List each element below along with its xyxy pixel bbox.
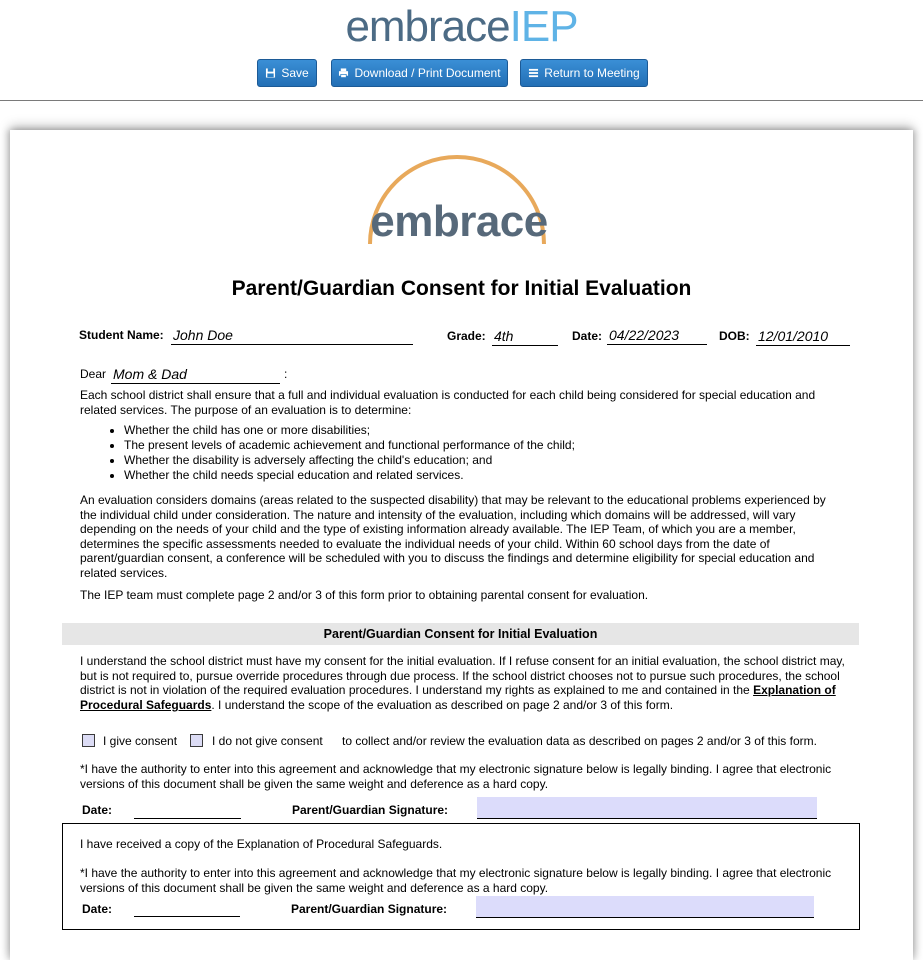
return-label: Return to Meeting	[544, 66, 640, 80]
date-field[interactable]: 04/22/2023	[607, 326, 707, 345]
dear-name-field[interactable]: Mom & Dad	[111, 365, 280, 384]
student-name-label: Student Name:	[79, 328, 164, 342]
not-give-consent-checkbox[interactable]	[190, 734, 203, 747]
list-item: • The present levels of academic achievement and functional performance of the child;	[124, 438, 864, 453]
consent-text-2: . I understand the scope of the evaluation as described on page 2 and/or 3 of this form.	[211, 697, 674, 712]
procedural-safeguards-link[interactable]: Explanation of Procedural Safeguards	[80, 683, 836, 712]
signature-date-field-2[interactable]	[134, 916, 240, 917]
give-consent-checkbox[interactable]	[82, 734, 95, 747]
dear-label: Dear	[80, 367, 107, 381]
printer-icon	[338, 68, 349, 78]
section-header: Parent/Guardian Consent for Initial Evaluation	[62, 623, 859, 645]
download-label: Download / Print Document	[354, 66, 501, 80]
iep-team-paragraph: The IEP team must complete page 2 and/or 3 of this form prior to obtaining parental consent for evaluation.	[80, 588, 649, 602]
grade-label: Grade:	[447, 329, 486, 343]
not-give-consent-label: I do not give consent	[212, 734, 323, 748]
consent-text-1: I understand the school district must have my consent for the initial evaluation. If I refuse consent for an initial evaluation, the school district may, but is not required to, pursue override procedures through due process. If the school district chooses not to pursue such procedures, the school district is not in violation of the required evaluation procedures. I understand my rights as explained to me and contained in the	[80, 654, 845, 698]
intro-paragraph: Each school district shall ensure that a full and individual evaluation is conducted for each child being considered for special education and related services. The purpose of an evaluation is to determine:	[80, 388, 816, 417]
signature-date-label: Date:	[82, 803, 113, 817]
dob-field[interactable]: 12/01/2010	[756, 327, 850, 346]
list-item: • Whether the child has one or more disabilities;	[124, 423, 864, 438]
signature-field[interactable]	[477, 797, 817, 819]
document-title: Parent/Guardian Consent for Initial Evaluation	[231, 277, 692, 300]
consent-paragraph	[80, 654, 845, 712]
document-logo-text: embrace	[370, 197, 548, 246]
received-copy-text: I have received a copy of the Explanation of Procedural Safeguards.	[80, 837, 443, 851]
signature-label-2: Parent/Guardian Signature:	[291, 902, 448, 916]
list-icon	[528, 68, 539, 78]
purpose-list	[80, 423, 864, 483]
signature-field-2[interactable]	[476, 896, 814, 918]
download-print-button[interactable]	[331, 59, 508, 87]
authority-paragraph: *I have the authority to enter into this agreement and acknowledge that my electronic signature below is legally binding. I agree that electronic versions of this document shall be given the same weight and deference as a hard copy.	[80, 762, 832, 791]
signature-date-field[interactable]	[134, 818, 241, 819]
consent-suffix: to collect and/or review the evaluation data as described on pages 2 and/or 3 of this form.	[342, 734, 817, 748]
toolbar	[0, 59, 923, 87]
list-item: • Whether the disability is adversely affecting the child's education; and	[124, 453, 864, 468]
return-to-meeting-button[interactable]	[520, 59, 648, 87]
app-logo-part1: embrace	[345, 2, 510, 51]
date-label: Date:	[572, 329, 603, 343]
dear-colon: :	[284, 367, 288, 381]
signature-label: Parent/Guardian Signature:	[292, 803, 449, 817]
dob-label: DOB:	[719, 329, 750, 343]
grade-field[interactable]: 4th	[492, 327, 558, 346]
floppy-disk-icon	[265, 68, 276, 78]
list-item: • Whether the child needs special education and related services.	[124, 468, 864, 483]
evaluation-paragraph: An evaluation considers domains (areas related to the suspected disability) that may be relevant to the educational problems experienced by the individual child under consideration. The nature and intensity of the evaluation, including which domains will be addressed, will vary depending on the needs of your child and the type of existing information already available. The IEP Team, of which you are a member, determines the specific assessments needed to evaluate the individual needs of your child. Within 60 school days from the date of parent/guardian consent, a conference will be scheduled with you to discuss the findings and determine eligibility for special education and related services.	[80, 493, 826, 580]
app-logo-part2: IEP	[509, 2, 578, 51]
give-consent-label: I give consent	[103, 734, 178, 748]
save-button[interactable]	[257, 59, 317, 87]
app-logo	[0, 2, 923, 52]
save-label: Save	[281, 66, 309, 80]
app-header	[0, 0, 923, 101]
authority-paragraph-2: *I have the authority to enter into this agreement and acknowledge that my electronic signature below is legally binding. I agree that electronic versions of this document shall be given the same weight and deference as a hard copy.	[80, 866, 832, 895]
student-name-field[interactable]: John Doe	[171, 326, 413, 345]
signature-date-label-2: Date:	[82, 902, 113, 916]
